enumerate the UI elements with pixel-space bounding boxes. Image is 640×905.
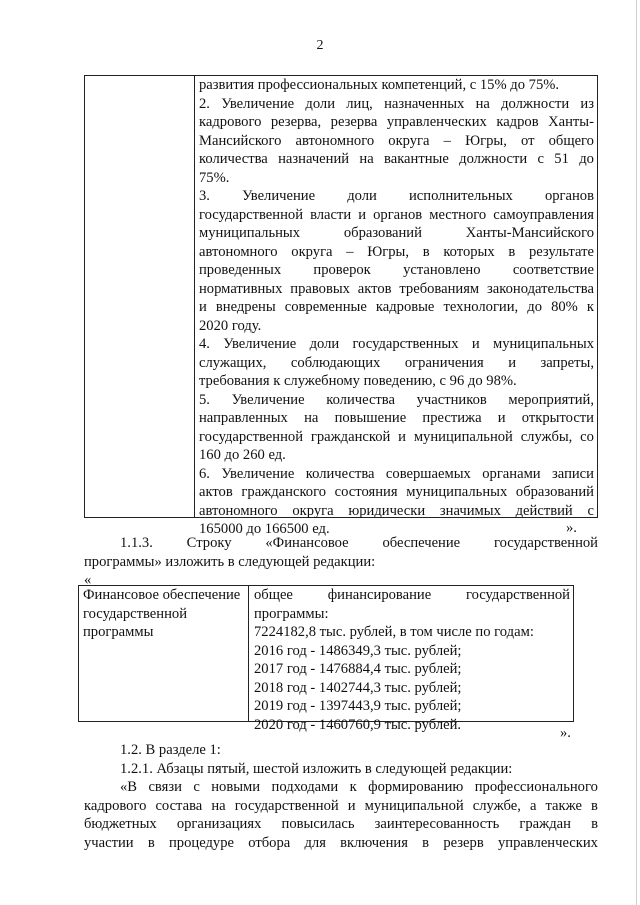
finance-column-divider	[248, 586, 249, 721]
closing-quote-2: ».	[560, 725, 571, 741]
finance-value-word: государственной	[465, 587, 570, 603]
indicator-line: направленных на повышение престижа и открытости	[199, 410, 594, 426]
finance-value-cell	[254, 586, 570, 734]
indicator-line: 5. Увеличение количества участников мероприятий,	[199, 391, 594, 408]
section-1-1-3-line-1	[84, 534, 598, 553]
indicator-line: 2020 году.	[199, 317, 262, 334]
indicator-line: 160 до 260 ед.	[199, 447, 286, 463]
table-column-divider	[194, 76, 195, 517]
indicator-line: 6. Увеличение количества совершаемых органами записи	[199, 465, 594, 482]
indicator-line: 165000 до 166500 ед.	[199, 521, 330, 537]
finance-value-line: 2016 год - 1486349,3 тыс. рублей;	[254, 642, 462, 659]
finance-value-word: финансирование	[327, 587, 432, 603]
indicator-line: актов гражданского состояния муниципальных образований	[199, 484, 594, 500]
finance-table	[78, 585, 574, 733]
indicator-line: автономного округа юридически значимых действий с	[199, 502, 594, 519]
indicator-line: служащих, соблюдающих ограничения и запреты,	[199, 354, 594, 371]
quote-paragraph	[84, 778, 598, 852]
page-number: 2	[316, 38, 324, 53]
section-1-1-3	[84, 534, 598, 590]
indicator-line: кадрового резерва, резерва управленческих кадров Ханты-	[199, 114, 594, 130]
quote-line: бюджетных организациях повысилась заинтересованность граждан в	[84, 816, 598, 832]
section-1-1-3-line-2: программы» изложить в следующей редакции:	[84, 553, 376, 570]
indicators-cell	[199, 76, 594, 539]
indicator-line: развития профессиональных компетенций, с 15% до 75%.	[199, 77, 560, 93]
indicator-line: и внедрены современные кадровые технологии, до 80% к	[199, 299, 594, 315]
scan-edge-line	[636, 0, 637, 905]
finance-value-line: 2017 год - 1476884,4 тыс. рублей;	[254, 661, 462, 677]
quote-line: кадрового состава на государственной и муниципальной службе, а также в	[84, 797, 598, 814]
indicators-table	[84, 75, 598, 537]
indicator-line: проведенных проверок установлено соответствие	[199, 262, 594, 278]
indicator-line: государственной гражданской и муниципальной службы, со	[199, 428, 594, 445]
closing-quote-1: ».	[566, 520, 577, 536]
finance-value-line: 7224182,8 тыс. рублей, в том числе по годам:	[254, 624, 534, 640]
quote-line: участии в процедуре отбора для включения в резерв управленческих	[84, 834, 598, 851]
indicator-line: 4. Увеличение доли государственных и муниципальных	[199, 336, 594, 352]
section-1-2	[84, 741, 598, 852]
indicator-line: требования к служебному поведению, с 96 до 98%.	[199, 373, 517, 389]
finance-value-word: общее	[254, 587, 293, 603]
indicator-line: 75%.	[199, 169, 230, 186]
quote-line: «В связи с новыми подходами к формированию профессионального	[120, 779, 598, 795]
indicator-line: автономного округа – Югры, в которых в результате	[199, 243, 594, 260]
indicator-line: 2. Увеличение доли лиц, назначенных на должности из	[199, 95, 594, 112]
section-1-1-3-word: «Финансовое	[265, 535, 349, 551]
indicator-line: муниципальных образований Ханты-Мансийского	[199, 225, 594, 241]
section-1-1-3-word: 1.1.3.	[120, 535, 153, 551]
section-1-2-heading: 1.2. В разделе 1:	[120, 742, 221, 758]
finance-label-cell	[83, 586, 245, 642]
indicator-line: Мансийского автономного округа – Югры, от общего	[199, 132, 594, 149]
indicator-line: количества назначений на вакантные должности с 51 до	[199, 151, 594, 167]
finance-value-line: 2018 год - 1402744,3 тыс. рублей;	[254, 679, 462, 696]
indicator-line: государственной власти и органов местного самоуправления	[199, 206, 594, 223]
finance-label-line: государственной	[83, 605, 188, 622]
finance-value-line: 2020 год - 1460760,9 тыс. рублей.	[254, 716, 462, 733]
indicator-line: нормативных правовых актов требованиям законодательства	[199, 280, 594, 297]
finance-value-line: программы:	[254, 605, 329, 622]
section-1-1-3-word: обеспечение	[382, 535, 461, 551]
open-quote: «	[84, 572, 92, 588]
section-1-1-3-word: государственной	[493, 535, 598, 551]
section-1-2-1-heading: 1.2.1. Абзацы пятый, шестой изложить в следующей редакции:	[120, 760, 513, 777]
finance-label-line: Финансовое обеспечение	[83, 587, 241, 603]
section-1-1-3-word: Строку	[186, 535, 232, 551]
finance-label-line: программы	[83, 624, 154, 640]
finance-value-line: 2019 год - 1397443,9 тыс. рублей;	[254, 698, 462, 714]
finance-value-line-1	[254, 586, 570, 605]
indicator-line: 3. Увеличение доли исполнительных органов	[199, 188, 594, 204]
